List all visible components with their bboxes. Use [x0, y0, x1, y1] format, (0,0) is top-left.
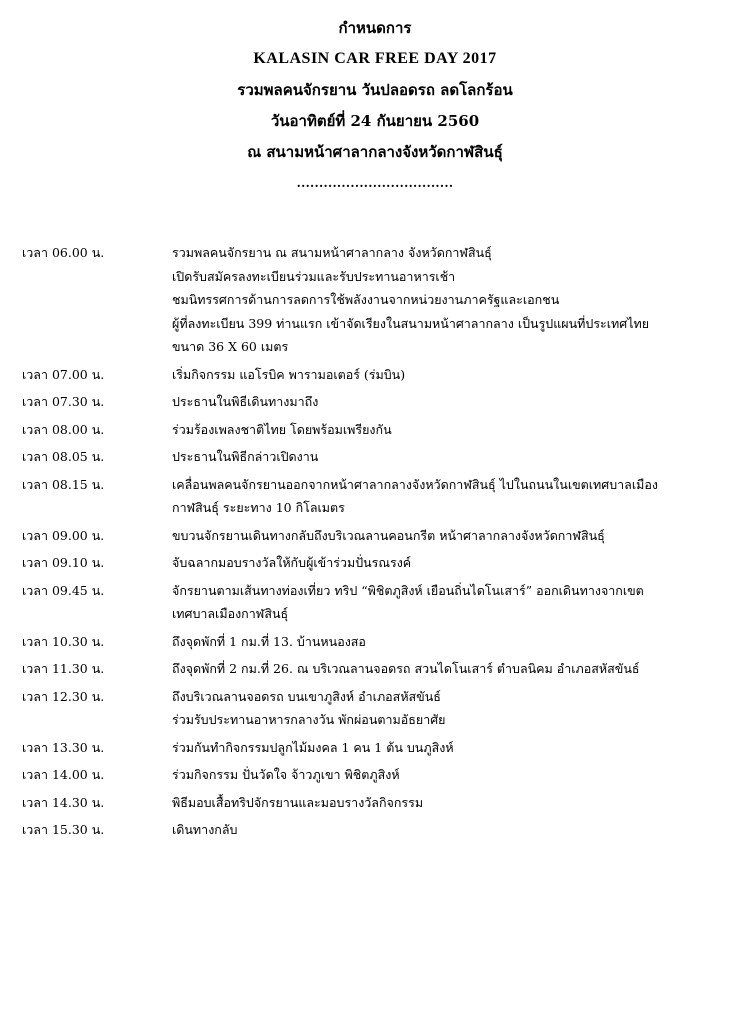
- document-header: [0, 18, 750, 193]
- schedule-time: เวลา 12.30 น.: [22, 688, 105, 704]
- schedule-row: [0, 393, 750, 417]
- schedule-row: [0, 766, 750, 790]
- schedule-time: เวลา 14.00 น.: [22, 767, 105, 782]
- schedule-time: เวลา 08.05 น.: [22, 449, 105, 464]
- schedule-time: เวลา 15.30 น.: [22, 822, 105, 837]
- schedule-time: เวลา 07.00 น.: [22, 366, 105, 382]
- event-name: KALASIN CAR FREE DAY 2017: [253, 50, 497, 67]
- schedule-time: เวลา 09.00 น.: [22, 527, 105, 543]
- schedule-time: เวลา 10.30 น.: [22, 633, 105, 649]
- schedule-activity: ขบวนจักรยานเดินทางกลับถึงบริเวณลานคอนกรีต หน้าศาลากลางจังหวัดกาฬสินธุ์: [172, 527, 605, 543]
- schedule-row: [0, 739, 750, 763]
- schedule-row: [0, 476, 750, 523]
- schedule-activity: ประธานในพิธีเดินทางมาถึง: [172, 394, 319, 409]
- schedule-row: [0, 633, 750, 657]
- schedule-time: เวลา 09.10 น.: [22, 555, 105, 570]
- schedule-activity: ประธานในพิธีกล่าวเปิดงาน: [172, 449, 319, 464]
- schedule-activity: เดินทางกลับ: [172, 822, 238, 837]
- schedule-activity: ผู้ที่ลงทะเบียน 399 ท่านแรก เข้าจัดเรียงในสนามหน้าศาลากลาง เป็นรูปแผนที่ประเทศไทย: [172, 315, 650, 331]
- header-title: กำหนดการ: [338, 19, 412, 37]
- schedule-activity: ถึงจุดพักที่ 2 กม.ที่ 26. ณ บริเวณลานจอดรถ สวนไดโนเสาร์ ตำบลนิคม อำเภอสหัสขันธ์: [172, 661, 640, 676]
- schedule-time: เวลา 09.45 น.: [22, 582, 105, 598]
- schedule-activity: จักรยานตามเส้นทางท่องเที่ยว ทริป “พิชิตภูสิงห์ เยือนถิ่นไดโนเสาร์” ออกเดินทางจากเขต: [172, 582, 644, 598]
- schedule-activity: จับฉลากมอบรางวัลให้กับผู้เข้าร่วมปั่นรณรงค์: [172, 555, 412, 570]
- schedule-time: เวลา 06.00 น.: [22, 245, 105, 260]
- schedule-row: [0, 582, 750, 629]
- event-venue: ณ สนามหน้าศาลากลางจังหวัดกาฬสินธุ์: [247, 143, 503, 161]
- schedule-row: [0, 688, 750, 735]
- schedule-time: เวลา 07.30 น.: [22, 394, 105, 409]
- schedule-row: [0, 244, 750, 362]
- schedule-row: [0, 448, 750, 472]
- schedule-activity: ถึงบริเวณลานจอดรถ บนเขาภูสิงห์ อำเภอสหัสขันธ์: [172, 688, 441, 704]
- schedule-activity: ขนาด 36 X 60 เมตร: [172, 339, 289, 354]
- schedule-time: เวลา 08.15 น.: [22, 476, 105, 492]
- schedule-time: เวลา 13.30 น.: [22, 739, 105, 755]
- schedule-row: [0, 527, 750, 551]
- schedule-row: [0, 366, 750, 390]
- schedule-activity: ร่วมร้องเพลงชาติไทย โดยพร้อมเพรียงกัน: [172, 421, 392, 437]
- schedule-activity: ถึงจุดพักที่ 1 กม.ที่ 13. บ้านหนองสอ: [172, 633, 366, 649]
- schedule-list: [0, 244, 750, 845]
- schedule-row: [0, 794, 750, 818]
- schedule-row: [0, 821, 750, 845]
- schedule-activity: ร่วมกิจกรรม ปั่นวัดใจ จ้าวภูเขา พิชิตภูสิงห์: [172, 767, 400, 782]
- schedule-row: [0, 660, 750, 684]
- event-slogan: รวมพลคนจักรยาน วันปลอดรถ ลดโลกร้อน: [237, 81, 513, 99]
- schedule-time: เวลา 08.00 น.: [22, 421, 105, 437]
- schedule-activity: เทศบาลเมืองกาฬสินธุ์: [172, 606, 289, 621]
- schedule-time: เวลา 14.30 น.: [22, 794, 105, 810]
- event-date: วันอาทิตย์ที่ 24 กันยายน 2560: [270, 112, 480, 130]
- schedule-activity: รวมพลคนจักรยาน ณ สนามหน้าศาลากลาง จังหวัดกาฬสินธุ์: [172, 245, 492, 260]
- schedule-activity: เปิดรับสมัครลงทะเบียนร่วมและรับประทานอาหารเช้า: [172, 268, 456, 284]
- header-divider: ...................................: [296, 176, 454, 190]
- schedule-activity: พิธีมอบเสื้อทริปจักรยานและมอบรางวัลกิจกรรม: [172, 794, 424, 810]
- schedule-row: [0, 554, 750, 578]
- schedule-activity: กาฬสินธุ์ ระยะทาง 10 กิโลเมตร: [172, 500, 345, 515]
- schedule-row: [0, 421, 750, 445]
- schedule-activity: ร่วมรับประทานอาหารกลางวัน พักผ่อนตามอัธยาศัย: [172, 712, 446, 727]
- schedule-time: เวลา 11.30 น.: [22, 661, 105, 676]
- schedule-activity: ชมนิทรรศการด้านการลดการใช้พลังงานจากหน่วยงานภาครัฐและเอกชน: [172, 292, 560, 307]
- schedule-activity: เริ่มกิจกรรม แอโรบิค พารามอเตอร์ (ร่มบิน): [172, 366, 406, 382]
- schedule-activity: ร่วมกันทำกิจกรรมปลูกไม้มงคล 1 คน 1 ต้น บนภูสิงห์: [172, 739, 454, 755]
- schedule-activity: เคลื่อนพลคนจักรยานออกจากหน้าศาลากลางจังหวัดกาฬสินธุ์ ไปในถนนในเขตเทศบาลเมือง: [172, 476, 658, 492]
